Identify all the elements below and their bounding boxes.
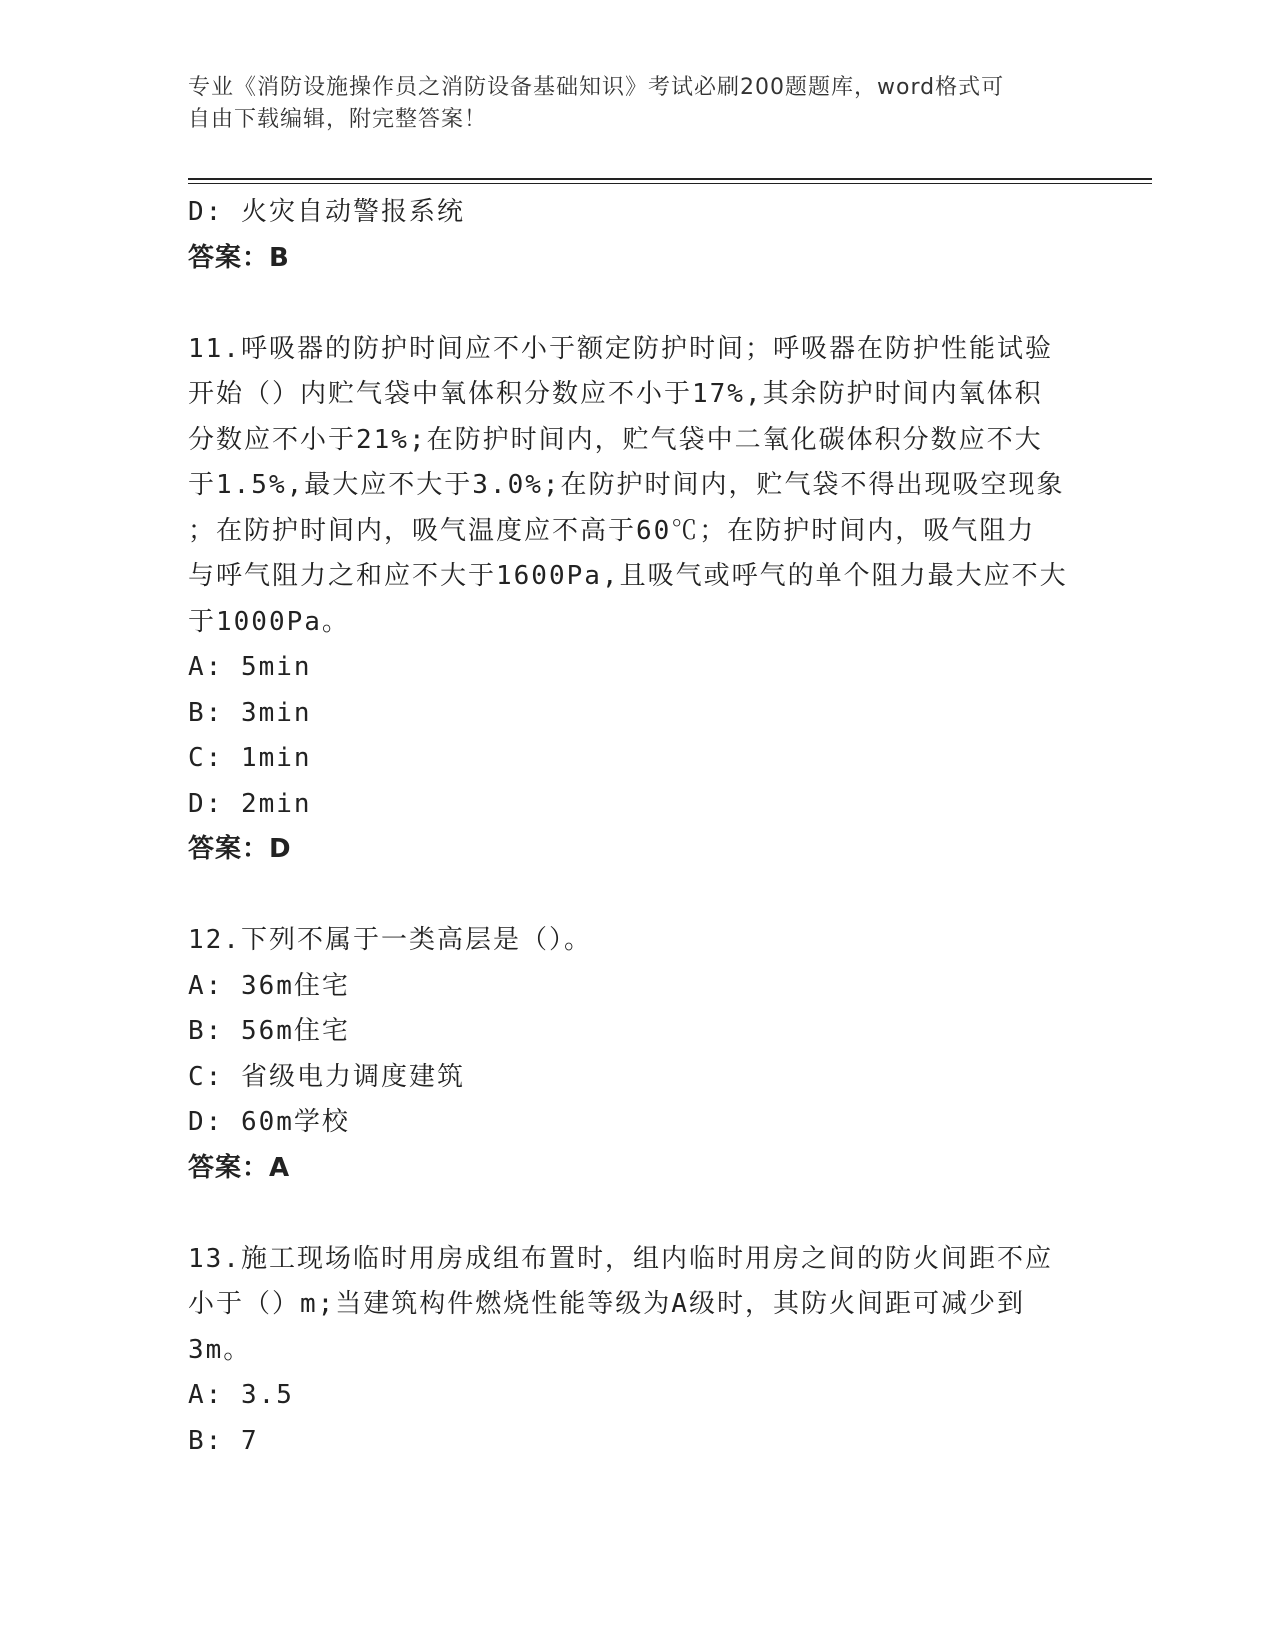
document-header <box>188 72 1068 136</box>
question-13 <box>188 1237 1088 1465</box>
spacer <box>188 281 1088 327</box>
q11-stem-line: 11.呼吸器的防护时间应不小于额定防护时间；呼吸器在防护性能试验 <box>188 333 1053 364</box>
q11-answer: 答案：D <box>188 834 292 864</box>
q11-stem-line: 分数应不小于21%;在防护时间内，贮气袋中二氧化碳体积分数应不大 <box>188 424 1043 455</box>
question-11 <box>188 327 1088 873</box>
prev-option-d: D: 火灾自动警报系统 <box>188 197 465 227</box>
q12-answer: 答案：A <box>188 1152 291 1183</box>
header-divider-thin <box>188 183 1152 184</box>
q13-option-b: B: 7 <box>188 1425 259 1456</box>
q12-option-a: A: 36m住宅 <box>188 970 350 1001</box>
q11-stem-line: 于1000Pa。 <box>188 606 350 637</box>
header-divider-thick <box>188 178 1152 180</box>
question-content <box>188 190 1088 1464</box>
q11-stem-line: ；在防护时间内，吸气温度应不高于60℃；在防护时间内，吸气阻力 <box>188 515 1036 546</box>
q12-option-b: B: 56m住宅 <box>188 1016 350 1046</box>
q11-stem-line: 开始（）内贮气袋中氧体积分数应不小于17%,其余防护时间内氧体积 <box>188 379 1043 409</box>
q11-option-b: B: 3min <box>188 697 312 728</box>
q11-option-d: D: 2min <box>188 788 312 819</box>
q13-option-a: A: 3.5 <box>188 1380 294 1410</box>
q12-stem-line: 12.下列不属于一类高层是（）。 <box>188 925 592 955</box>
header-title-line-2: 自由下载编辑，附完整答案！ <box>188 107 488 132</box>
question-12 <box>188 918 1088 1191</box>
spacer <box>188 873 1088 919</box>
q11-stem-line: 与呼气阻力之和应不大于1600Pa,且吸气或呼气的单个阻力最大应不大 <box>188 561 1068 591</box>
q13-stem-line: 13.施工现场临时用房成组布置时，组内临时用房之间的防火间距不应 <box>188 1243 1053 1274</box>
q11-option-c: C: 1min <box>188 743 312 773</box>
q11-stem-line: 于1.5%,最大应不大于3.0%;在防护时间内，贮气袋不得出现吸空现象 <box>188 470 1065 500</box>
prev-answer: 答案：B <box>188 242 290 273</box>
header-title-line-1: 专业《消防设施操作员之消防设备基础知识》考试必刷200题题库，word格式可 <box>188 75 1005 100</box>
q12-option-d: D: 60m学校 <box>188 1107 350 1137</box>
q13-stem-line: 小于（）m;当建筑构件燃烧性能等级为A级时，其防火间距可减少到 <box>188 1289 1025 1319</box>
spacer <box>188 1191 1088 1237</box>
q12-option-c: C: 省级电力调度建筑 <box>188 1061 465 1092</box>
q13-stem-line: 3m。 <box>188 1334 252 1365</box>
q11-option-a: A: 5min <box>188 652 312 682</box>
